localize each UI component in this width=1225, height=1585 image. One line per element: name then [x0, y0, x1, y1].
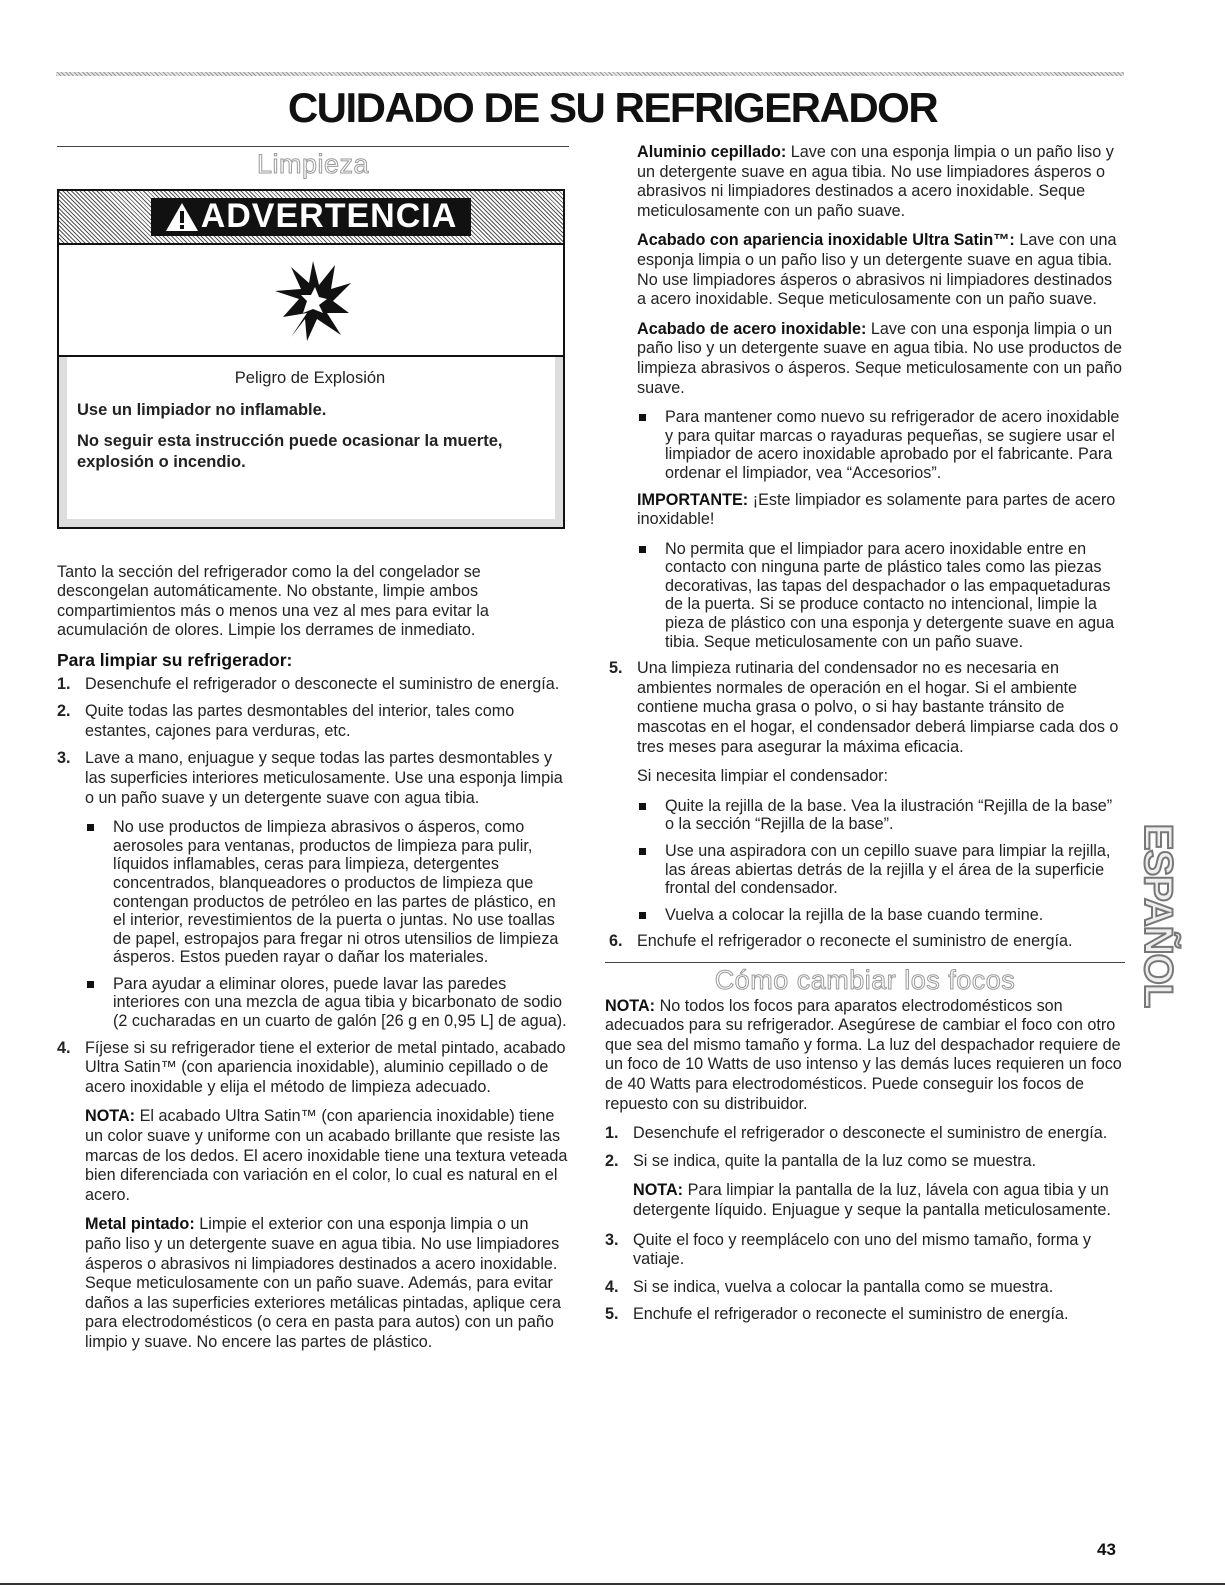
list-item: No permita que el limpiador para acero inoxidable entre en contacto con ninguna parte de plástico tales como las piezas decorativas, las tapas del despachador o las empaquetaduras de la puerta. Si se produce contacto no intencional, limpie la pieza de plástico con una esponja y detergente suave en agua tibia. Seque meticulosamente con un paño suave. [637, 540, 1125, 652]
bullet-icon [87, 981, 94, 988]
warning-line2: No seguir esta instrucción puede ocasionar la muerte, explosión o incendio. [77, 432, 503, 472]
section-rule [57, 146, 569, 147]
bullet-icon [639, 803, 646, 810]
bullet-icon [639, 546, 646, 553]
section-heading-limpieza: Limpieza [256, 149, 370, 179]
warning-title: Peligro de Explosión [234, 368, 386, 387]
bulb-step-4: 4. Si se indica, vuelva a colocar la pantalla como se muestra. [605, 1277, 1054, 1296]
bullet-icon [639, 414, 646, 421]
cleaning-subheading: Para limpiar su refrigerador: [57, 649, 293, 670]
bullet-icon [639, 848, 646, 855]
focos-nota-paragraph: NOTA: No todos los focos para aparatos electrodomésticos son adecuados para su refrigerador. Asegúrese de cambiar el foco con otro que sea del mismo tamaño y forma. La luz del despachador requiere de un foco de 10 Watts de uso intenso y las demás luces requieren un foco de 40 Watts para electrodomésticos. Puede conseguir los focos de repuesto con su distribuidor. [605, 996, 1122, 1113]
language-side-tab: ESPAÑOL [1136, 823, 1181, 1007]
cleaning-step-3: 3. Lave a mano, enjuague y seque todas las partes desmontables y las superficies interiores meticulosamente. Use una esponja limpia o un paño suave y un detergente suave con agua tibia. No use productos de limpieza abrasivos o ásperos, como aerosoles para ventanas, productos de limpieza para pulir, líquidos inflamables, ceras para limpieza, detergentes concentrados, blanqueadores o productos de limpieza que contengan productos de petróleo en las partes de plástico, en el interior, revestimientos de la puerta o juntas. No use toallas de papel, estropajos para fregar ni otros utensilios de limpieza ásperos. Estos pueden rayar o dañar los materiales. Para ayudar a eliminar olores, puede lavar las paredes interiores con una mezcla de agua tibia y bicarbonato de sodio (2 cucharadas en un cuarto de galón [26 g en 0,95 L] de agua). [57, 749, 569, 1030]
nota-paragraph: NOTA: El acabado Ultra Satin™ (con apariencia inoxidable) tiene un color suave y uniforme con un acabado brillante que resiste las marcas de los dedos. El acero inoxidable tiene una textura veteada bien diferenciada con variación en el color, lo cual es natural en el acero. [85, 1107, 568, 1204]
page-title: CUIDADO DE SU REFRIGERADOR [287, 84, 938, 131]
cleaning-step-4: 4. Fíjese si su refrigerador tiene el exterior de metal pintado, acabado Ultra Satin™ (con apariencia inoxidable), aluminio cepillado o de acero inoxidable y elija el método de limpieza adecuado. NOTA: El acabado Ultra Satin™ (con apariencia inoxidable) tiene un color suave y uniforme con un acabado brillante que resiste las marcas de los dedos. El acero inoxidable tiene una textura veteada bien diferenciada con variación en el color, lo cual es natural en el acero. Metal pintado: Limpie el exterior con una esponja limpia o un paño liso y un detergente suave en agua tibia. No use limpiadores ásperos o abrasivos ni limpiadores destinados a acero inoxidable. Seque meticulosamente con un paño suave. Además, para evitar daños a las superficies exteriores metálicas pintadas, aplique cera para electrodomésticos (o cera en pasta para autos) con un paño limpio y suave. No encere las partes de plástico. [57, 1038, 568, 1351]
cleaning-step-5: 5. Una limpieza rutinaria del condensador no es necesaria en ambientes normales de operación en el hogar. Si el ambiente contiene mucha grasa o polvo, o si hay bastante tránsito de mascotas en el hogar, el condensador deberá limpiarse cada dos o tres meses para asegurar la máxima eficacia. Si necesita limpiar el condensador: Quite la rejilla de la base. Vea la ilustración “Rejilla de la base” o la sección “Rejilla de la base”. Use una aspiradora con un cepillo suave para limpiar la rejilla, las áreas abiertas detrás de la rejilla y el área de la superficie frontal del condensador. Vuelva a colocar la rejilla de la base cuando termine. [609, 659, 1125, 924]
warning-body [59, 357, 563, 527]
list-item: Vuelva a colocar la rejilla de la base cuando termine. [637, 906, 1125, 925]
top-decorative-rule [56, 72, 1124, 76]
list-item: Para ayudar a eliminar olores, puede lavar las paredes interiores con una mezcla de agua tibia y bicarbonato de sodio (2 cucharadas en un cuarto de galón [26 g en 0,95 L] de agua). [85, 975, 569, 1031]
bullet-icon [87, 824, 94, 831]
aluminio-paragraph: Aluminio cepillado: Lave con una esponja limpia o un paño liso y un detergente suave en agua tibia. No use limpiadores ásperos o abrasivos ni limpiadores destinados a acero inoxidable. Seque meticulosamente con un paño suave. [637, 143, 1114, 220]
acero-paragraph: Acabado de acero inoxidable: Lave con una esponja limpia o un paño liso y un detergente suave en agua tibia. No use productos de limpieza abrasivos o ásperos. Seque meticulosamente con un paño suave. [637, 319, 1123, 397]
list-item: No use productos de limpieza abrasivos o ásperos, como aerosoles para ventanas, productos de limpieza para pulir, líquidos inflamables, ceras para limpieza, detergentes concentrados, blanqueadores o productos de limpieza que contengan productos de petróleo en las partes de plástico, en el interior, revestimientos de la puerta o juntas. No use toallas de papel, estropajos para fregar ni otros utensilios de limpieza ásperos. Estos pueden rayar o dañar los materiales. [85, 818, 569, 967]
warning-header [59, 191, 563, 245]
explosion-icon [261, 255, 361, 345]
importante-paragraph: IMPORTANTE: ¡Este limpiador es solamente para partes de acero inoxidable! [637, 490, 1116, 529]
intro-paragraph: Tanto la sección del refrigerador como la del congelador se descongelan automáticamente. No obstante, limpie ambos compartimientos más o menos una vez al mes para evitar la acumulación de olores. Limpie los derrames de inmediato. [57, 562, 489, 640]
cleaning-step-1: 1. Desenchufe el refrigerador o desconecte el suministro de energía. [57, 674, 560, 693]
bulb-step-3: 3. Quite el foco y reemplácelo con uno del mismo tamaño, forma y vatiaje. [605, 1230, 1091, 1269]
warning-label: ADVERTENCIA [200, 196, 458, 235]
list-item: Use una aspiradora con un cepillo suave para limpiar la rejilla, las áreas abiertas detrás de la rejilla y el área de la superficie frontal del condensador. [637, 842, 1125, 898]
section-heading-focos: Cómo cambiar los focos [714, 964, 1016, 995]
section-rule [605, 962, 1125, 963]
list-item: Para mantener como nuevo su refrigerador de acero inoxidable y para quitar marcas o rayaduras pequeñas, se sugiere usar el limpiador de acero inoxidable aprobado por el fabricante. Para ordenar el limpiador, vea “Accesorios”. [637, 408, 1125, 482]
bulb-step-2: 2. Si se indica, quite la pantalla de la luz como se muestra. NOTA: Para limpiar la pantalla de la luz, lávela con agua tibia y un detergente líquido. Enjuague y seque la pantalla meticulosamente. [605, 1151, 1111, 1219]
cleaning-step-6: 6. Enchufe el refrigerador o reconecte el suministro de energía. [609, 932, 1073, 951]
metal-pintado-paragraph: Metal pintado: Limpie el exterior con una esponja limpia o un paño liso y un detergente suave en agua tibia. No use limpiadores ásperos o abrasivos ni limpiadores destinados a acero inoxidable. Seque meticulosamente con un paño suave. Además, para evitar daños a las superficies exteriores metálicas pintadas, aplique cera para electrodomésticos (o cera en pasta para autos) con un paño limpio y suave. No encere las partes de plástico. [85, 1215, 561, 1351]
bulb-step-5: 5. Enchufe el refrigerador o reconecte el suministro de energía. [605, 1305, 1069, 1324]
page-number: 43 [1097, 1540, 1116, 1559]
bulb-step-1: 1. Desenchufe el refrigerador o desconecte el suministro de energía. [605, 1124, 1108, 1143]
bullet-icon [639, 912, 646, 919]
right-column [605, 143, 1125, 1333]
warning-box [57, 189, 565, 529]
list-item: Quite la rejilla de la base. Vea la ilustración “Rejilla de la base” o la sección “Rejilla de la base”. [637, 797, 1125, 834]
left-column [57, 146, 569, 1363]
cleaning-step-2: 2. Quite todas las partes desmontables del interior, tales como estantes, cajones para verduras, etc. [57, 702, 515, 740]
warning-line1: Use un limpiador no inflamable. [77, 401, 327, 420]
warning-triangle-icon [165, 202, 199, 232]
ultra-satin-paragraph: Acabado con apariencia inoxidable Ultra Satin™: Lave con una esponja limpia o un paño liso y un detergente suave en agua tibia. No use limpiadores ásperos o abrasivos ni limpiadores destinados a acero inoxidable. Seque meticulosamente con un paño suave. [637, 231, 1117, 309]
